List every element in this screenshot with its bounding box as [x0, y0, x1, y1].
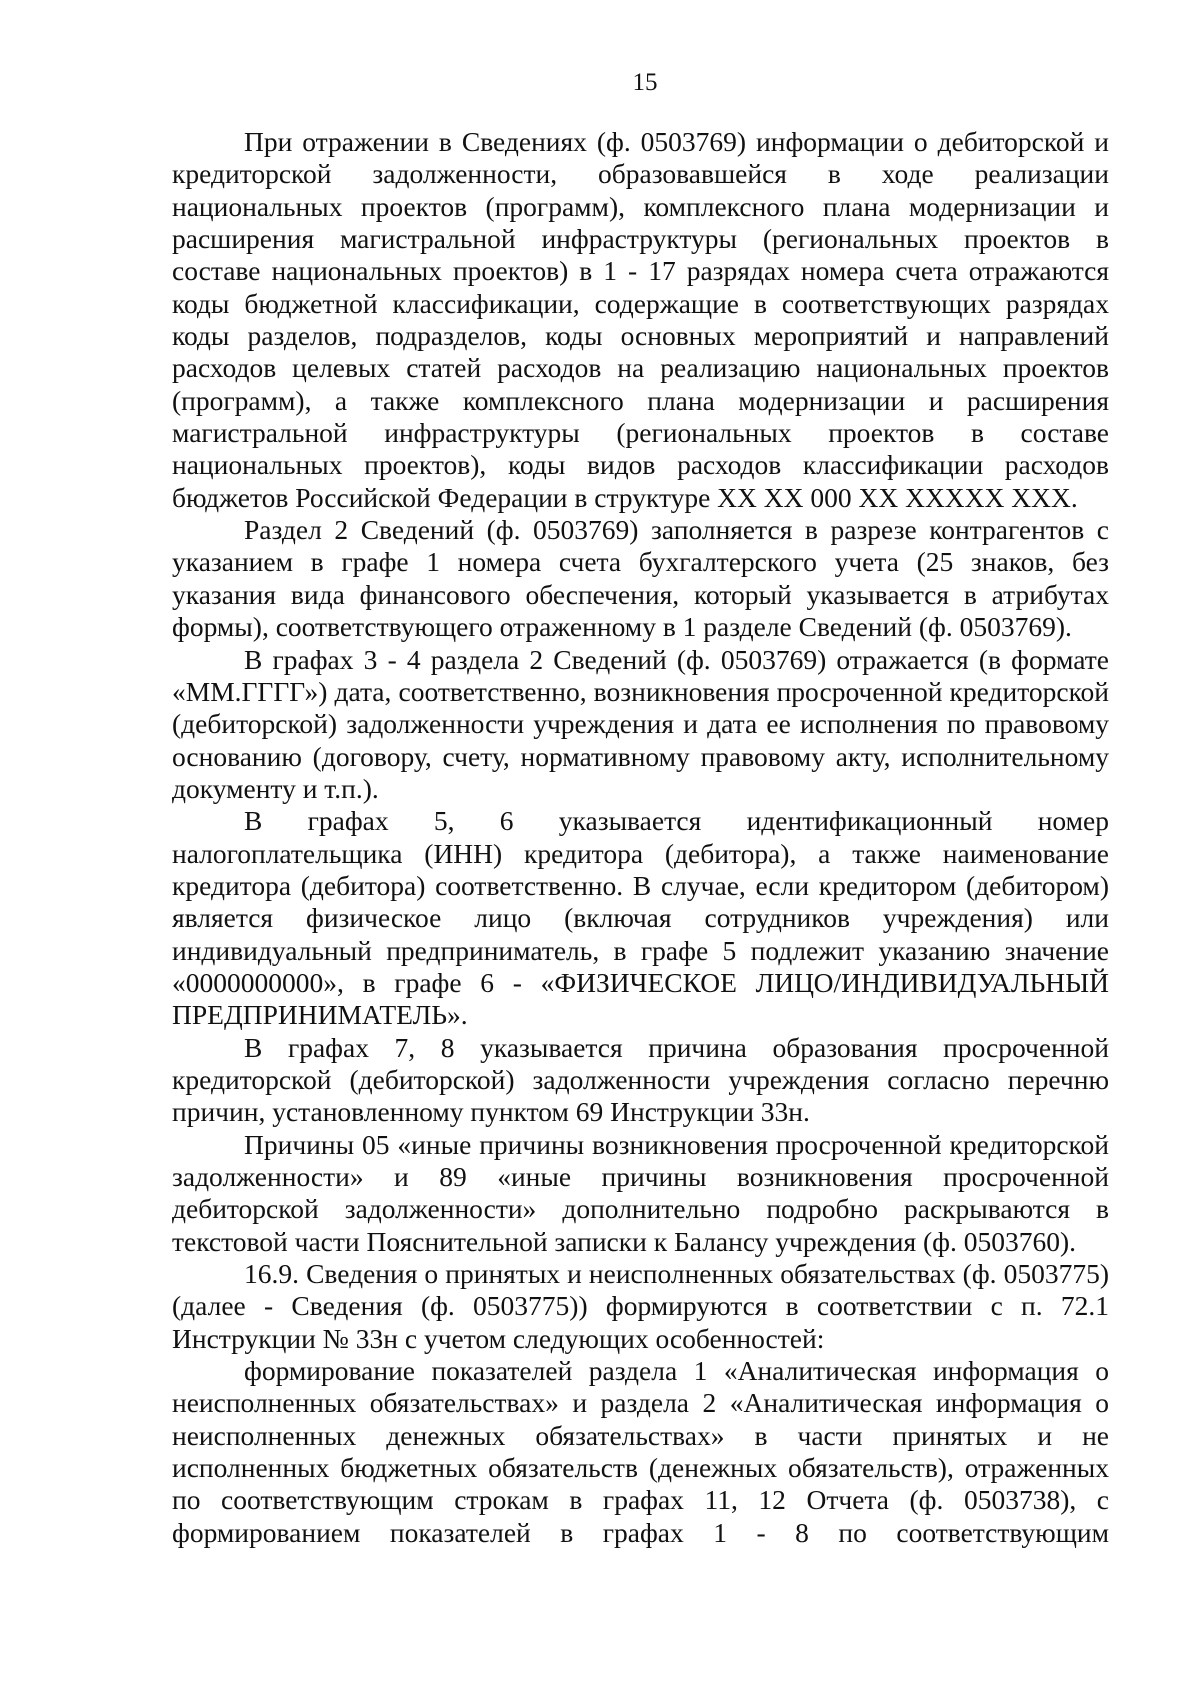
page-number: 15 — [632, 69, 658, 96]
paragraph-columns-5-6: В графах 5, 6 указывается идентификационный номер налогоплательщика (ИНН) кредитора (дебитора), а также наименование кредитора (дебитора) соответственно. В случае, если кредитором (дебитором) является физическое лицо (включая сотрудников учреждения) или индивидуальный предприниматель, в графе 5 подлежит указанию значение «0000000000», в графе 6 - «ФИЗИЧЕСКОЕ ЛИЦО/ИНДИВИДУАЛЬНЫЙ ПРЕДПРИНИМАТЕЛЬ». — [172, 805, 1109, 1031]
paragraph-indicators-formation: формирование показателей раздела 1 «Аналитическая информация о неисполненных обязательствах» и раздела 2 «Аналитическая информация о неисполненных денежных обязательствах» в части принятых и не исполненных бюджетных обязательств (денежных обязательств), отраженных по соответствующим строкам в графах 11, 12 Отчета (ф. 0503738), с формированием показателей в графах 1 - 8 по соответствующим — [172, 1355, 1109, 1548]
paragraph-reasons-05-89: Причины 05 «иные причины возникновения просроченной кредиторской задолженности» и 89 «иные причины возникновения просроченной дебиторской задолженности» дополнительно подробно раскрываются в текстовой части Пояснительной записки к Балансу учреждения (ф. 0503760). — [172, 1128, 1109, 1257]
paragraph-16-9: 16.9. Сведения о принятых и неисполненных обязательствах (ф. 0503775) (далее - Сведения (ф. 0503775)) формируются в соответствии с п. 72.1 Инструкции № 33н с учетом следующих особенностей: — [172, 1258, 1109, 1354]
paragraph-columns-7-8: В графах 7, 8 указывается причина образования просроченной кредиторской (дебиторской) задолженности учреждения согласно перечню причин, установленному пунктом 69 Инструкции 33н. — [172, 1031, 1109, 1128]
document-body — [172, 126, 1109, 1549]
paragraph-section-2: Раздел 2 Сведений (ф. 0503769) заполняется в разрезе контрагентов с указанием в графе 1 номера счета бухгалтерского учета (25 знаков, без указания вида финансового обеспечения, который указывается в атрибутах формы), соответствующего отраженному в 1 разделе Сведений (ф. 0503769). — [172, 514, 1109, 643]
paragraph-national-projects: При отражении в Сведениях (ф. 0503769) информации о дебиторской и кредиторской задолженности, образовавшейся в ходе реализации национальных проектов (программ), комплексного плана модернизации и расширения магистральной инфраструктуры (региональных проектов в составе национальных проектов) в 1 - 17 разрядах номера счета отражаются коды бюджетной классификации, содержащие в соответствующих разрядах коды разделов, подразделов, коды основных мероприятий и направлений расходов целевых статей расходов на реализацию национальных проектов (программ), а также комплексного плана модернизации и расширения магистральной инфраструктуры (региональных проектов в составе национальных проектов), коды видов расходов классификации расходов бюджетов Российской Федерации в структуре ХХ ХХ 000 ХХ ХХХХХ ХХХ. — [172, 126, 1109, 513]
paragraph-columns-3-4: В графах 3 - 4 раздела 2 Сведений (ф. 0503769) отражается (в формате «ММ.ГГГГ») дата, соответственно, возникновения просроченной кредиторской (дебиторской) задолженности учреждения и дата ее исполнения по правовому основанию (договору, счету, нормативному правовому акту, исполнительному документу и т.п.). — [172, 643, 1109, 804]
